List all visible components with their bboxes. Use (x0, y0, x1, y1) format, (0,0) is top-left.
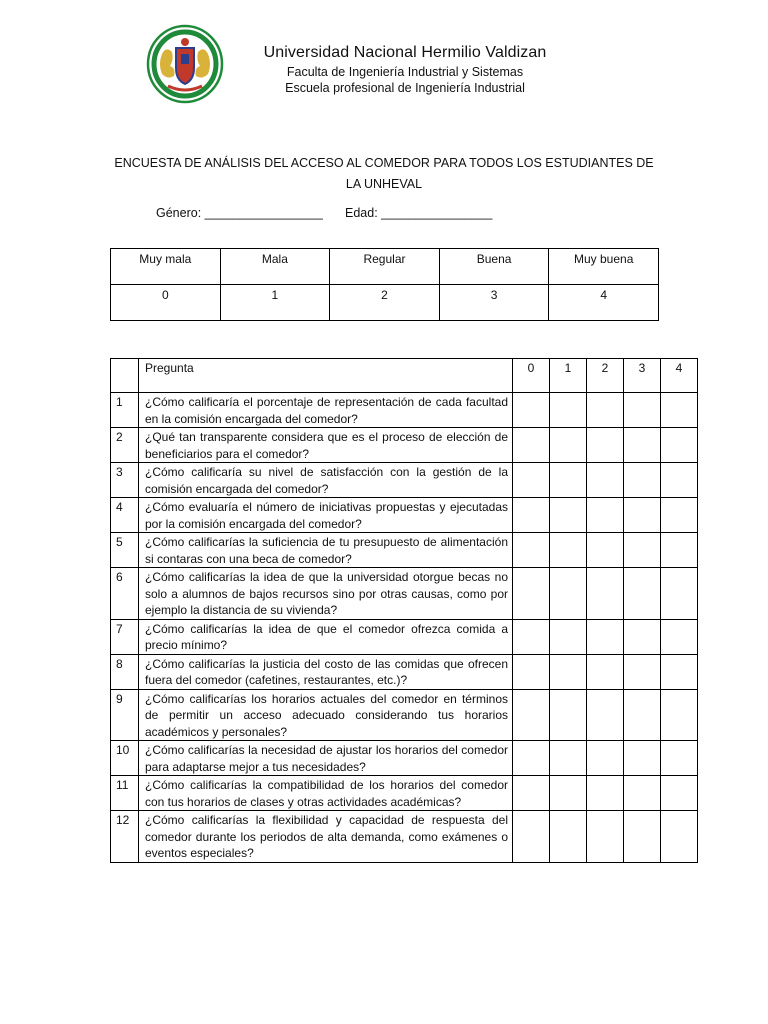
table-row (111, 741, 698, 776)
score-header-1: 1 (550, 359, 587, 393)
table-row (111, 393, 698, 428)
table-row (111, 689, 698, 741)
answer-cell-0[interactable] (513, 463, 550, 498)
answer-cell-1[interactable] (550, 619, 587, 654)
answer-cell-3[interactable] (624, 776, 661, 811)
answer-cell-1[interactable] (550, 811, 587, 863)
question-number: 6 (111, 568, 139, 620)
question-text: ¿Cómo calificarías la idea de que el comedor ofrezca comida a precio mínimo? (139, 619, 513, 654)
question-number: 5 (111, 533, 139, 568)
answer-cell-1[interactable] (550, 498, 587, 533)
answer-cell-0[interactable] (513, 689, 550, 741)
answer-cell-3[interactable] (624, 393, 661, 428)
score-header-0: 0 (513, 359, 550, 393)
table-row (111, 619, 698, 654)
score-header-4: 4 (661, 359, 698, 393)
answer-cell-0[interactable] (513, 776, 550, 811)
answer-cell-4[interactable] (661, 498, 698, 533)
scale-labels-row (111, 249, 659, 285)
answer-cell-4[interactable] (661, 654, 698, 689)
scale-value: 3 (439, 285, 549, 321)
question-number: 2 (111, 428, 139, 463)
answer-cell-2[interactable] (587, 741, 624, 776)
score-header-3: 3 (624, 359, 661, 393)
answer-cell-1[interactable] (550, 776, 587, 811)
question-number: 7 (111, 619, 139, 654)
question-text: ¿Cómo calificarías la flexibilidad y capacidad de respuesta del comedor durante los periodos de alta demanda, como exámenes o eventos especiales? (139, 811, 513, 863)
answer-cell-4[interactable] (661, 619, 698, 654)
answer-cell-0[interactable] (513, 393, 550, 428)
answer-cell-1[interactable] (550, 741, 587, 776)
answer-cell-0[interactable] (513, 654, 550, 689)
questions-body (111, 393, 698, 863)
question-text: ¿Cómo calificarías la compatibilidad de los horarios del comedor con tus horarios de clases y otras actividades académicas? (139, 776, 513, 811)
score-header-2: 2 (587, 359, 624, 393)
answer-cell-1[interactable] (550, 393, 587, 428)
faculty-name: Faculta de Ingeniería Industrial y Sistemas (286, 65, 524, 79)
answer-cell-3[interactable] (624, 619, 661, 654)
answer-cell-4[interactable] (661, 776, 698, 811)
answer-cell-0[interactable] (513, 741, 550, 776)
questions-table (110, 358, 698, 863)
answer-cell-3[interactable] (624, 741, 661, 776)
answer-cell-1[interactable] (550, 428, 587, 463)
university-seal-icon (146, 24, 224, 104)
scale-label: Muy buena (549, 249, 659, 285)
answer-cell-1[interactable] (550, 533, 587, 568)
survey-title (100, 153, 668, 195)
scale-label: Mala (220, 249, 330, 285)
answer-cell-2[interactable] (587, 689, 624, 741)
question-text: ¿Cómo calificaría el porcentaje de representación de cada facultad en la comisión encargada del comedor? (139, 393, 513, 428)
answer-cell-0[interactable] (513, 498, 550, 533)
answer-cell-4[interactable] (661, 811, 698, 863)
question-text: ¿Qué tan transparente considera que es el proceso de elección de beneficiarios para el comedor? (139, 428, 513, 463)
scale-label: Buena (439, 249, 549, 285)
question-number: 10 (111, 741, 139, 776)
gender-field: Género: _________________ (156, 206, 323, 220)
answer-cell-4[interactable] (661, 393, 698, 428)
scale-value: 0 (111, 285, 221, 321)
answer-cell-2[interactable] (587, 568, 624, 620)
question-text: ¿Cómo calificarías la necesidad de ajustar los horarios del comedor para adaptarse mejor a tus necesidades? (139, 741, 513, 776)
answer-cell-0[interactable] (513, 533, 550, 568)
scale-value: 2 (330, 285, 440, 321)
rating-scale-table (110, 248, 659, 321)
scale-value: 1 (220, 285, 330, 321)
answer-cell-4[interactable] (661, 689, 698, 741)
answer-cell-0[interactable] (513, 428, 550, 463)
answer-cell-1[interactable] (550, 654, 587, 689)
survey-title-line-1: ENCUESTA DE ANÁLISIS DEL ACCESO AL COMEDOR PARA TODOS LOS ESTUDIANTES DE (114, 156, 654, 170)
scale-value: 4 (549, 285, 659, 321)
answer-cell-2[interactable] (587, 776, 624, 811)
number-header-cell (111, 359, 139, 393)
answer-cell-0[interactable] (513, 811, 550, 863)
answer-cell-2[interactable] (587, 654, 624, 689)
question-number: 3 (111, 463, 139, 498)
answer-cell-4[interactable] (661, 533, 698, 568)
answer-cell-3[interactable] (624, 428, 661, 463)
survey-title-line-2: LA UNHEVAL (345, 177, 423, 191)
question-number: 4 (111, 498, 139, 533)
question-number: 9 (111, 689, 139, 741)
answer-cell-2[interactable] (587, 428, 624, 463)
scale-label: Muy mala (111, 249, 221, 285)
answer-cell-3[interactable] (624, 811, 661, 863)
answer-cell-2[interactable] (587, 811, 624, 863)
answer-cell-3[interactable] (624, 498, 661, 533)
table-row (111, 498, 698, 533)
answer-cell-4[interactable] (661, 741, 698, 776)
question-text: ¿Cómo calificaría su nivel de satisfacción con la gestión de la comisión encargada del comedor? (139, 463, 513, 498)
answer-cell-2[interactable] (587, 393, 624, 428)
question-number: 1 (111, 393, 139, 428)
answer-cell-3[interactable] (624, 568, 661, 620)
table-row (111, 654, 698, 689)
answer-cell-3[interactable] (624, 654, 661, 689)
scale-label: Regular (330, 249, 440, 285)
answer-cell-3[interactable] (624, 533, 661, 568)
answer-cell-3[interactable] (624, 463, 661, 498)
question-text: ¿Cómo calificarías la idea de que la universidad otorgue becas no solo a alumnos de bajos recursos sino por otras causas, como por ejemplo la distancia de su vivienda? (139, 568, 513, 620)
university-name: Universidad Nacional Hermilio Valdizan (263, 44, 547, 61)
answer-cell-1[interactable] (550, 689, 587, 741)
question-text: ¿Cómo calificarías los horarios actuales del comedor en términos de permitir un acceso adecuado considerando tus horarios académicos y personales? (139, 689, 513, 741)
question-text: ¿Cómo evaluaría el número de iniciativas propuestas y ejecutadas por la comisión encargada del comedor? (139, 498, 513, 533)
answer-cell-1[interactable] (550, 463, 587, 498)
answer-cell-4[interactable] (661, 463, 698, 498)
table-row (111, 776, 698, 811)
question-number: 12 (111, 811, 139, 863)
answer-cell-2[interactable] (587, 498, 624, 533)
question-header-cell: Pregunta (139, 359, 513, 393)
table-row (111, 568, 698, 620)
school-name: Escuela profesional de Ingeniería Industrial (285, 81, 525, 95)
question-text: ¿Cómo calificarías la justicia del costo de las comidas que ofrecen fuera del comedor (cafetines, restaurantes, etc.)? (139, 654, 513, 689)
table-row (111, 533, 698, 568)
answer-cell-4[interactable] (661, 568, 698, 620)
answer-cell-3[interactable] (624, 689, 661, 741)
table-row (111, 811, 698, 863)
question-text: ¿Cómo calificarías la suficiencia de tu presupuesto de alimentación si contaras con una beca de comedor? (139, 533, 513, 568)
table-row (111, 463, 698, 498)
answer-cell-0[interactable] (513, 619, 550, 654)
answer-cell-4[interactable] (661, 428, 698, 463)
answer-cell-0[interactable] (513, 568, 550, 620)
answer-cell-2[interactable] (587, 533, 624, 568)
question-number: 8 (111, 654, 139, 689)
document-header (230, 42, 580, 96)
question-number: 11 (111, 776, 139, 811)
questions-header-row (111, 359, 698, 393)
table-row (111, 428, 698, 463)
answer-cell-2[interactable] (587, 463, 624, 498)
age-field: Edad: ________________ (345, 206, 493, 220)
answer-cell-1[interactable] (550, 568, 587, 620)
answer-cell-2[interactable] (587, 619, 624, 654)
scale-values-row (111, 285, 659, 321)
